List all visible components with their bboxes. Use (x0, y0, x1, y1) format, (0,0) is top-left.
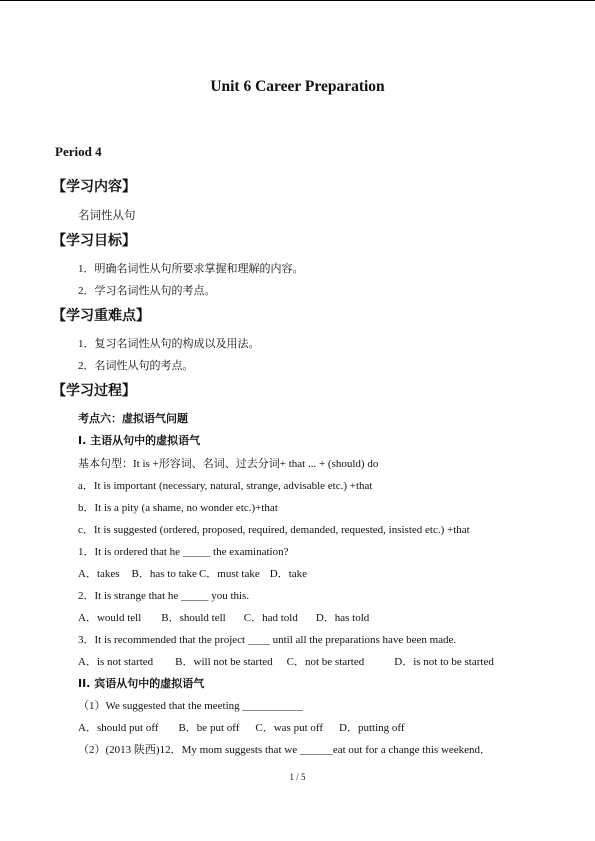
section-heading-process: 【学习过程】 (52, 383, 136, 399)
option: A．takes (78, 568, 120, 580)
option: B．has to take (131, 568, 197, 580)
option: A．would tell (78, 612, 142, 624)
section-heading-goals: 【学习目标】 (52, 233, 136, 249)
question-options (78, 609, 369, 625)
option: C．not be started (286, 656, 365, 668)
question-stem: 1．It is ordered that he _____ the examination? (78, 546, 289, 558)
option: A．is not started (78, 656, 154, 668)
period-label: Period 4 (55, 144, 102, 159)
question-stem: （1）We suggested that the meeting ___________ (78, 700, 303, 712)
page-number: 1 / 5 (289, 772, 306, 782)
option: B．be put off (178, 722, 240, 734)
question-stem: （2）(2013 陕西)12．My mom suggests that we ______eat out for a change this weekend． (78, 744, 492, 756)
question-stem: 3．It is recommended that the project ____ until all the preparations have been made. (78, 634, 457, 646)
section-heading-content: 【学习内容】 (52, 179, 136, 195)
content-text: 名词性从句 (78, 210, 136, 222)
basic-pattern: 基本句型：It is +形容词、名词、过去分词+ that ... + (should) do (78, 458, 379, 470)
page-title: Unit 6 Career Preparation (210, 78, 385, 95)
option: B．should tell (161, 612, 226, 624)
goal-item: 2．学习名词性从句的考点。 (78, 285, 216, 297)
option: D．take (269, 568, 308, 580)
pattern-line: c．It is suggested (ordered, proposed, required, demanded, requested, insisted etc.) +that (78, 524, 470, 536)
pattern-line: b．It is a pity (a shame, no wonder etc.)+that (78, 502, 278, 514)
option: D．putting off (339, 722, 405, 734)
option: D．has told (315, 612, 370, 624)
option: B．will not be started (175, 656, 273, 668)
section-heading-key-points: 【学习重难点】 (52, 308, 150, 324)
exam-point-heading: 考点六：虚拟语气问题 (78, 412, 188, 425)
option: C．was put off (255, 722, 324, 734)
goal-item: 1．明确名词性从句所要求掌握和理解的内容。 (78, 263, 304, 275)
key-point-item: 2．名词性从句的考点。 (78, 360, 194, 372)
pattern-line: a．It is important (necessary, natural, strange, advisable etc.) +that (78, 480, 373, 492)
option: A．should put off (78, 722, 159, 734)
subsection-heading: I. 主语从句中的虚拟语气 (78, 434, 201, 447)
option: C．must take (198, 568, 260, 580)
question-options (78, 653, 494, 669)
top-rule (0, 0, 595, 1)
option: D．is not to be started (394, 656, 494, 668)
option: C．had told (243, 612, 298, 624)
key-point-item: 1．复习名词性从句的构成以及用法。 (78, 338, 260, 350)
question-stem: 2．It is strange that he _____ you this. (78, 590, 250, 602)
question-options (78, 565, 307, 581)
question-options (78, 719, 405, 735)
subsection-heading: II. 宾语从句中的虚拟语气 (78, 677, 205, 690)
